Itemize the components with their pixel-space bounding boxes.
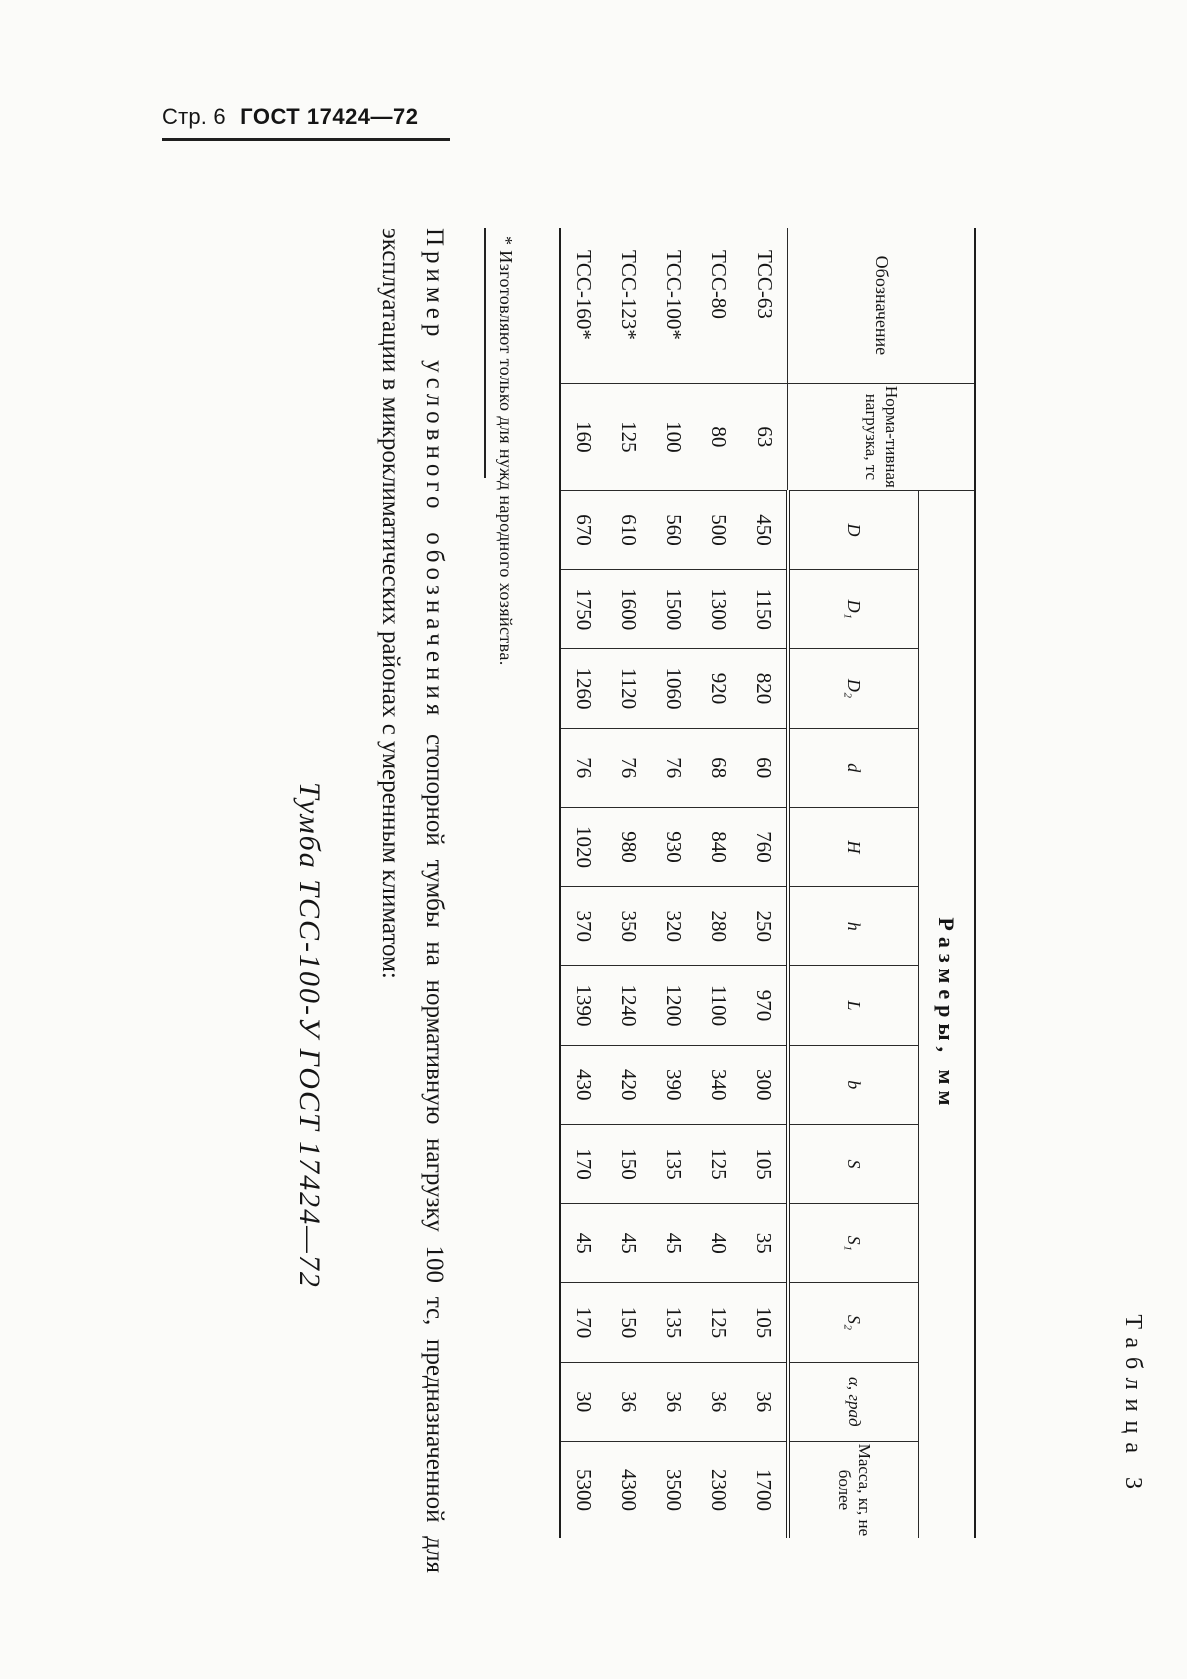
cell-D2: 1260 xyxy=(560,649,606,728)
cell-S1: 35 xyxy=(741,1204,788,1283)
cell-L: 1200 xyxy=(651,966,696,1045)
header-D1: D₁ xyxy=(788,570,919,649)
cell-load: 63 xyxy=(741,383,788,490)
designation-example: Тумба ТСС-100-У ГОСТ 17424—72 xyxy=(293,782,326,1289)
cell-S2: 150 xyxy=(606,1283,651,1362)
cell-S: 135 xyxy=(651,1124,696,1203)
header-S2: S₂ xyxy=(788,1283,919,1362)
cell-S: 105 xyxy=(741,1124,788,1203)
designation-example-paragraph xyxy=(368,228,456,1573)
table-row xyxy=(741,228,788,1538)
cell-H: 840 xyxy=(696,807,741,886)
header-designation: Обозначение xyxy=(788,228,975,383)
cell-alpha: 30 xyxy=(560,1362,606,1441)
header-mass: Масса, кг, не более xyxy=(788,1441,919,1538)
cell-S1: 45 xyxy=(560,1204,606,1283)
cell-D2: 1120 xyxy=(606,649,651,728)
cell-S1: 45 xyxy=(651,1204,696,1283)
cell-D1: 1300 xyxy=(696,570,741,649)
cell-H: 760 xyxy=(741,807,788,886)
standard-code: ГОСТ 17424—72 xyxy=(240,104,419,129)
header-nominal-load: Норма-тивная нагрузка, тс xyxy=(788,383,975,490)
cell-alpha: 36 xyxy=(696,1362,741,1441)
cell-mass: 4300 xyxy=(617,1468,641,1511)
cell-designation: ТСС-80 xyxy=(696,228,741,383)
cell-d: 76 xyxy=(651,728,696,807)
cell-S2: 170 xyxy=(560,1283,606,1362)
cell-D1: 1600 xyxy=(606,570,651,649)
cell-h: 250 xyxy=(741,887,788,966)
table-row xyxy=(606,228,651,1538)
dimensions-table xyxy=(559,228,976,1538)
cell-d: 60 xyxy=(741,728,788,807)
cell-S1: 40 xyxy=(696,1204,741,1283)
cell-H: 1020 xyxy=(560,807,606,886)
cell-designation: ТСС-63 xyxy=(741,228,788,383)
cell-S2: 125 xyxy=(696,1283,741,1362)
cell-D2: 1060 xyxy=(651,649,696,728)
cell-d: 76 xyxy=(560,728,606,807)
cell-D1: 1150 xyxy=(741,570,788,649)
dimensions-caption: Размеры, мм xyxy=(919,490,976,1538)
cell-d: 68 xyxy=(696,728,741,807)
cell-D: 670 xyxy=(560,490,606,569)
cell-designation: ТСС-100* xyxy=(651,228,696,383)
cell-alpha: 36 xyxy=(741,1362,788,1441)
cell-load: 100 xyxy=(651,383,696,490)
table-header-row xyxy=(919,228,976,1538)
cell-L: 1100 xyxy=(696,966,741,1045)
cell-b: 420 xyxy=(606,1045,651,1124)
header-d: d xyxy=(788,728,919,807)
cell-D1: 1750 xyxy=(560,570,606,649)
table-caption: Таблица 3 xyxy=(1120,1314,1146,1498)
cell-D: 610 xyxy=(606,490,651,569)
table-row xyxy=(696,228,741,1538)
cell-D2: 820 xyxy=(741,649,788,728)
cell-H: 980 xyxy=(606,807,651,886)
header-S: S xyxy=(788,1124,919,1203)
cell-b: 430 xyxy=(560,1045,606,1124)
cell-h: 280 xyxy=(696,887,741,966)
cell-S: 170 xyxy=(560,1124,606,1203)
header-H: H xyxy=(788,807,919,886)
cell-b: 390 xyxy=(651,1045,696,1124)
cell-h: 350 xyxy=(606,887,651,966)
header-D2: D₂ xyxy=(788,649,919,728)
cell-alpha: 36 xyxy=(606,1362,651,1441)
cell-S: 125 xyxy=(696,1124,741,1203)
cell-D: 450 xyxy=(741,490,788,569)
cell-designation: ТСС-123* xyxy=(606,228,651,383)
page-header xyxy=(162,104,450,141)
header-L: L xyxy=(788,966,919,1045)
cell-alpha: 36 xyxy=(651,1362,696,1441)
cell-mass: 5300 xyxy=(560,1441,606,1538)
cell-S2: 135 xyxy=(651,1283,696,1362)
cell-L: 970 xyxy=(741,966,788,1045)
cell-b: 340 xyxy=(696,1045,741,1124)
cell-S2: 105 xyxy=(741,1283,788,1362)
header-h: h xyxy=(788,887,919,966)
cell-load: 125 xyxy=(606,383,651,490)
header-alpha: α, град xyxy=(788,1362,919,1441)
cell-H: 930 xyxy=(651,807,696,886)
cell-d: 76 xyxy=(606,728,651,807)
dimensions-table-container xyxy=(559,228,976,1538)
rotated-document-content xyxy=(226,172,1146,1572)
cell-D: 500 xyxy=(696,490,741,569)
cell-D: 560 xyxy=(651,490,696,569)
header-D: D xyxy=(788,490,919,569)
cell-D1: 1500 xyxy=(651,570,696,649)
footnote-divider xyxy=(484,228,486,478)
cell-mass: 1700 xyxy=(752,1468,776,1511)
cell-load: 160 xyxy=(560,383,606,490)
example-body: стопорной тумбы на нормативную нагрузку 100 тс, предназначенной для эксплуатации в микроклиматических районах с умеренным климатом: xyxy=(377,228,448,1573)
cell-load: 80 xyxy=(696,383,741,490)
cell-h: 320 xyxy=(651,887,696,966)
table-row xyxy=(651,228,696,1538)
cell-designation: ТСС-160* xyxy=(560,228,606,383)
example-lead: Пример условного обозначения xyxy=(421,228,448,721)
cell-S1: 45 xyxy=(606,1204,651,1283)
header-b: b xyxy=(788,1045,919,1124)
cell-h: 370 xyxy=(560,887,606,966)
table-row xyxy=(560,228,606,1538)
cell-mass: 2300 xyxy=(707,1468,731,1511)
page-number: Стр. 6 xyxy=(162,104,226,129)
cell-D2: 920 xyxy=(696,649,741,728)
cell-L: 1240 xyxy=(606,966,651,1045)
cell-mass: 3500 xyxy=(662,1468,686,1511)
header-S1: S₁ xyxy=(788,1204,919,1283)
footnote: * Изготовляют только для нужд народного хозяйства. xyxy=(496,236,516,666)
cell-b: 300 xyxy=(741,1045,788,1124)
cell-S: 150 xyxy=(606,1124,651,1203)
cell-L: 1390 xyxy=(560,966,606,1045)
